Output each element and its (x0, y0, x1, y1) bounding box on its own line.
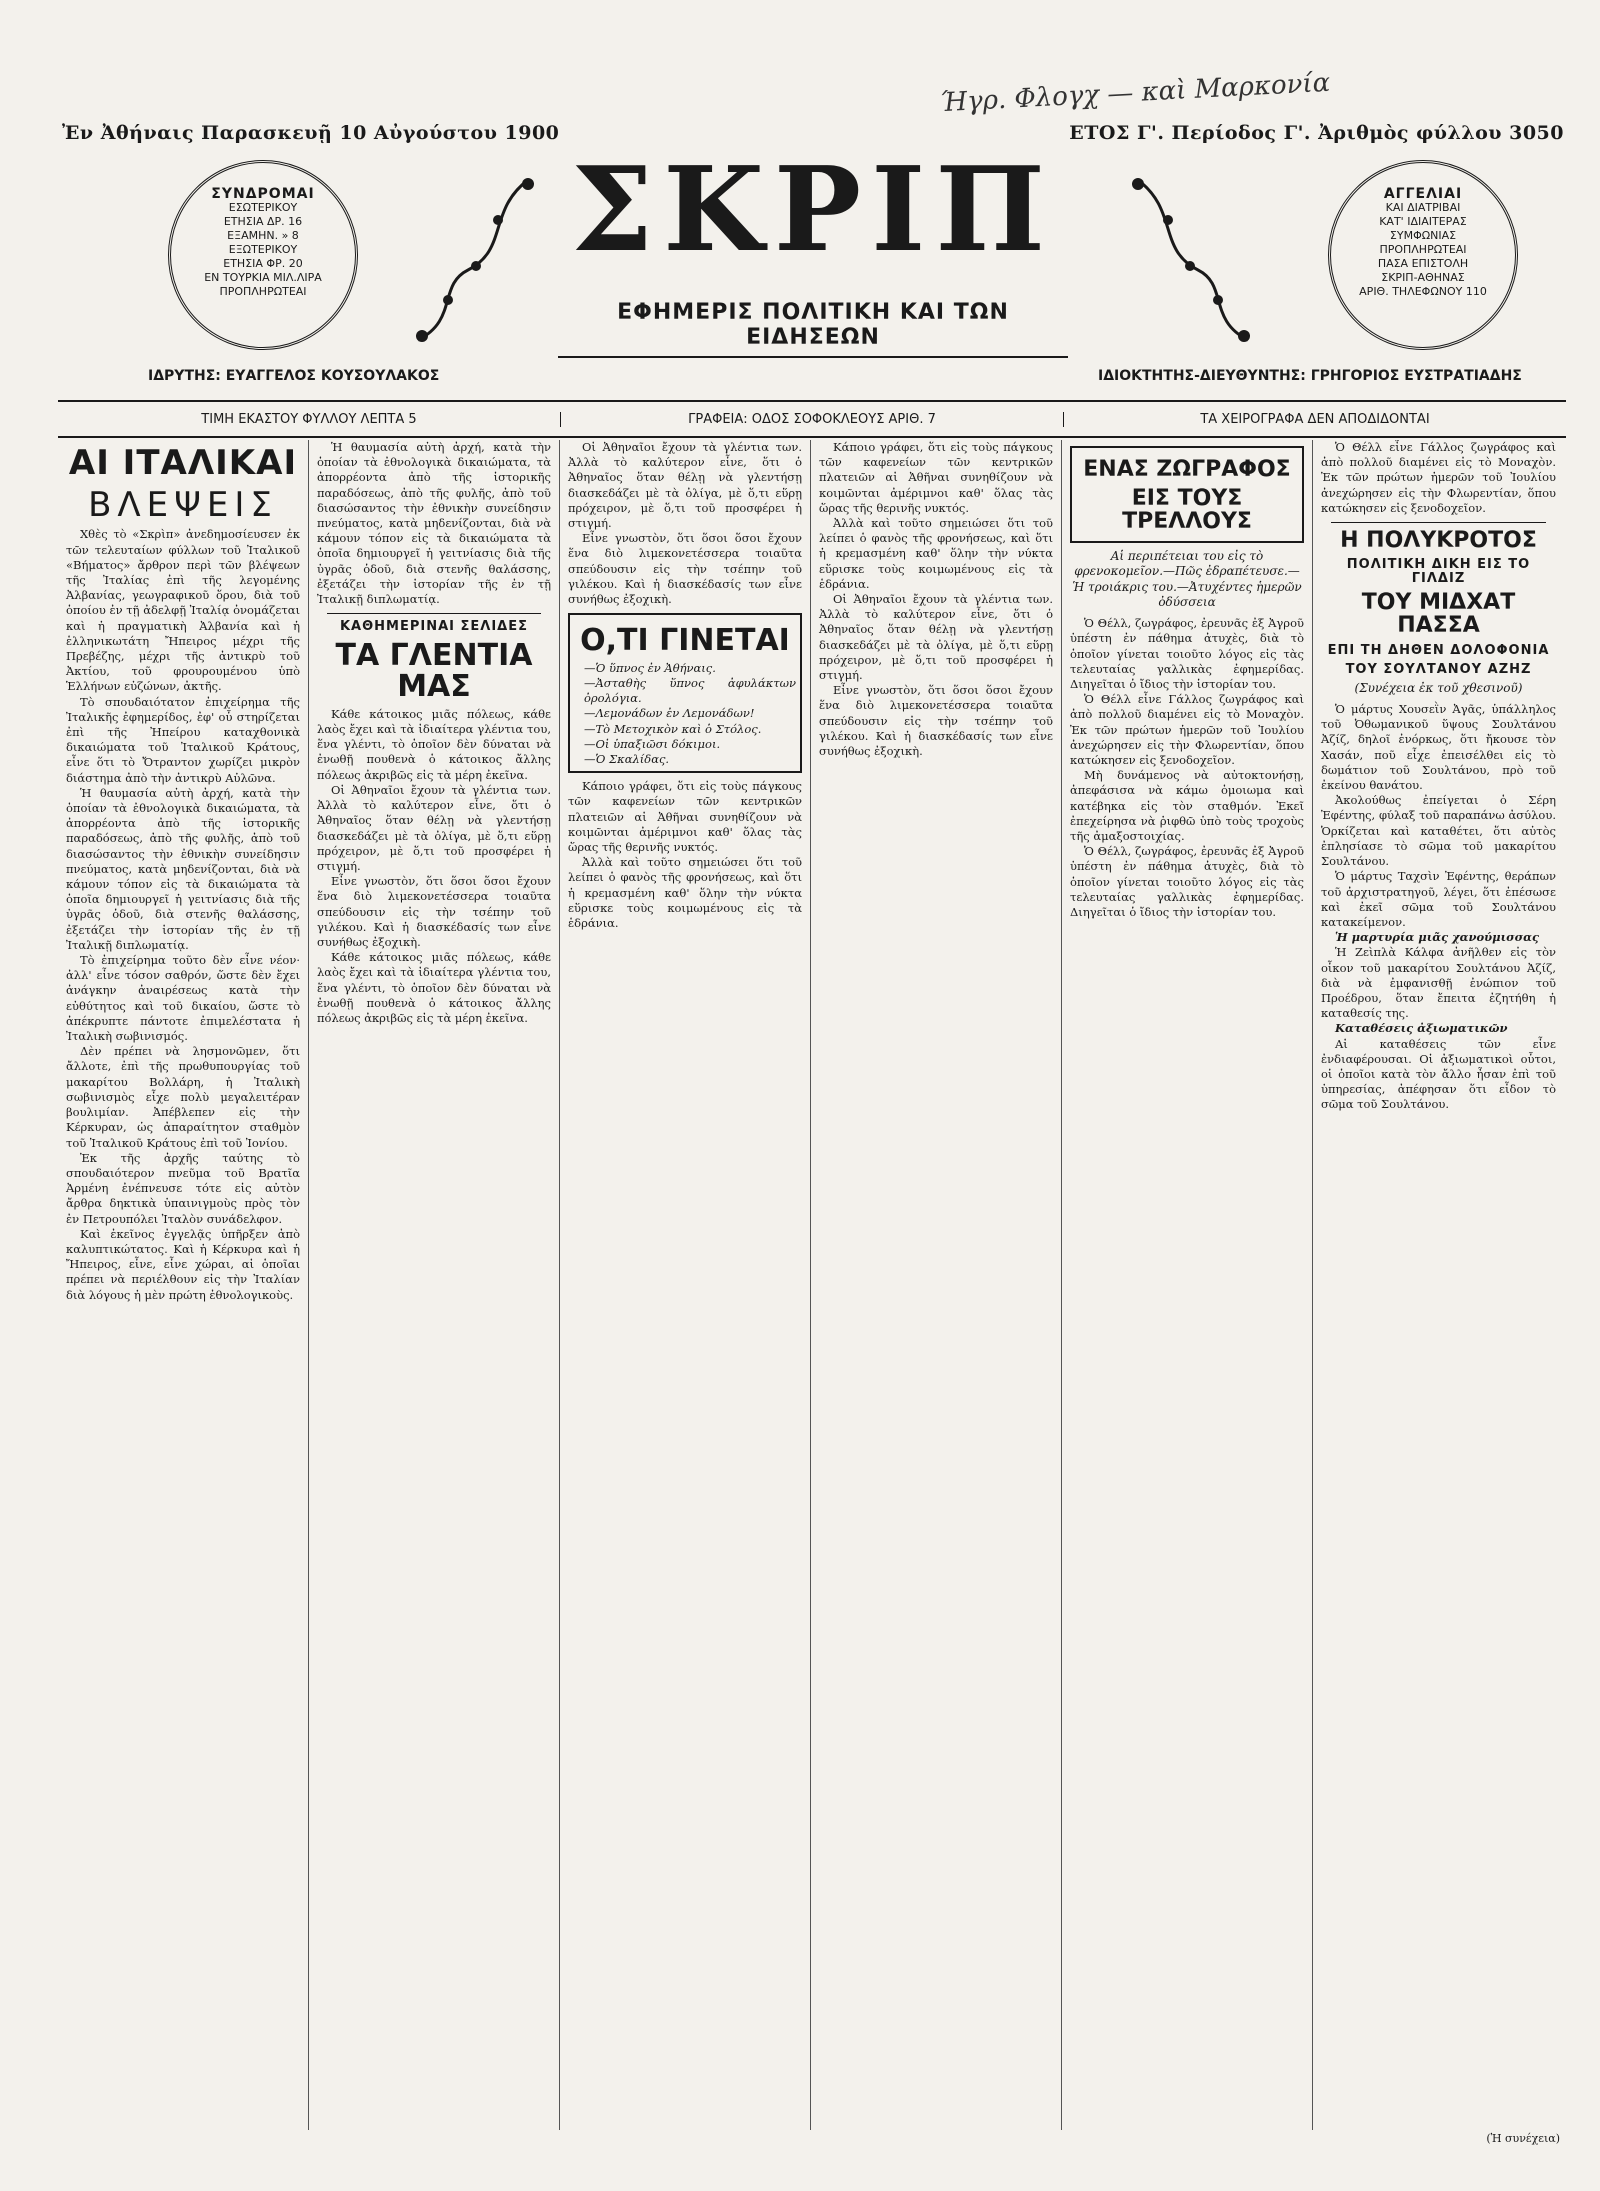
column-4 (811, 440, 1062, 2130)
ti-ginetai-headline: Ο,ΤΙ ΓΙΝΕΤΑΙ (580, 623, 790, 659)
painter-paragraph: Μὴ δυνάμενος νὰ αὐτοκτονήσῃ, ἀπεφάσισα νὰ κάμω ὁμοιωμα καὶ κατέβηκα εἰς τὸν σταθμόν. Ἐκεῖ ἐπεχείρησα νὰ ῥιφθῶ ὑπὸ τοὺς τροχοὺς τῆς ἀμαξοστοιχίας. (1070, 768, 1304, 843)
italian-paragraph: Δὲν πρέπει νὰ λησμονῶμεν, ὅτι ἄλλοτε, ἐπὶ τῆς πρωθυπουργίας τοῦ μακαρίτου Βολλάρη, ἡ Ἰταλικὴ σωβινισμὸς εἶχε πολὺ μεγαλειτέραν βουλιμίαν. Ἀπέβλεπεν εἰς τὴν Κέρκυραν, ὡς ἀπαραίτητον σταθμὸν τοῦ Ἰταλικοῦ Κράτους ἐπὶ τοῦ Ἰονίου. (66, 1044, 300, 1150)
seal-left-line: ΕΤΗΣΙΑ ΦΡ. 20 (223, 257, 303, 270)
dateline-right: ΕΤΟΣ Γ'. Περίοδος Γ'. Ἀριθμὸς φύλλου 3050 (1069, 122, 1564, 144)
italian-paragraph: Ἐκ τῆς ἀρχῆς ταύτης τὸ σπουδαιότερον πνεῦμα τοῦ Βρατῖα Ἀρμένη ἐνέπνευσε τότε εἰς αὐτὸν ἄρθρα δηκτικὰ ὑπαινιγμοὺς πρὸς τὸν ἐν Πετρουπόλει Ἰταλὸν συνάδελφον. (66, 1150, 300, 1226)
seal-left-line: ΕΞΑΜΗΝ. » 8 (227, 229, 299, 242)
owner-line: ΙΔΙΟΚΤΗΤΗΣ-ΔΙΕΥΘΥΝΤΗΣ: ΓΡΗΓΟΡΙΟΣ ΕΥΣΤΡΑΤΙΑΔΗΣ (1098, 368, 1522, 384)
column-1 (58, 440, 309, 2130)
glentia-paragraph: Εἶνε γνωστὸν, ὅτι ὅσοι ὅσοι ἔχουν ἕνα διὸ λιμεκονετέσσερα τοιαῦτα σπεύδουσιν εἰς τὴν τσέπην τοῦ γιλέκου. Καὶ ἡ διασκέδασίς των εἶνε συνήθως ἐξοχικὴ. (317, 874, 551, 949)
seal-left-line: ΕΝ ΤΟΥΡΚΙΑ ΜΙΛ.ΛΙΡΑ (204, 271, 322, 284)
subscription-seal (168, 160, 358, 350)
polykrotos-headline-5: ΤΟΥ ΣΟΥΛΤΑΝΟΥ ΑΖΗΖ (1345, 662, 1532, 678)
painter-paragraph: Ὁ Θέλλ, ζωγράφος, ἐρευνᾶς ἐξ Ἀγροῦ ὑπέστη ἐν πάθημα ἀτυχὲς, διὰ τὸ ὁποῖον γίνεται τοιοῦτο λόγος εἰς τὰς τελευταίας γαλλικὰς ἐφημερίδας. Διηγεῖται ὁ ἴδιος τὴν ἱστορίαν του. (1070, 616, 1304, 691)
italian-paragraph: Καὶ ἐκεῖνος ἐγγελᾷς ὑπῆρξεν ἀπὸ καλυπτικώτατος. Καὶ ἡ Κέρκυρα καὶ ἡ Ἤπειρος, εἶνε, εἶνε χώραι, αἱ ὁποῖαι πρέπει νὰ περιέλθουν εἰς τὴν Ἰταλίαν διὰ λόγους ἡ μὲν πρώτη ἐθνολογικοὺς. (66, 1226, 300, 1302)
ti-ginetai-box (568, 613, 802, 773)
vine-ornament-right (1118, 170, 1288, 350)
seal-right-line: ΠΡΟΠΛΗΡΩΤΕΑΙ (1379, 243, 1467, 256)
ti-ginetai-paragraph: Κάποιο γράφει, ὅτι εἰς τοὺς πάγκους τῶν καφενείων τῶν κεντρικῶν πλατειῶν αἱ Ἀθῆναι συνηθίζουν νὰ κοιμῶνται ἀμέριμνοι καθ' ὅλας τὰς ὥρας τῆς θερινῆς νυκτός. (568, 779, 802, 854)
founder-line: ΙΔΡΥΤΗΣ: ΕΥΑΓΓΕΛΟΣ ΚΟΥΣΟΥΛΑΚΟΣ (148, 368, 440, 384)
italian-paragraph: Χθὲς τὸ «Σκρὶπ» ἀνεδημοσίευσεν ἐκ τῶν τελευταίων φύλλων τοῦ Ἰταλικοῦ «Βήματος» ἄρθρον περὶ τῶν βλέψεων τῆς Ἰταλίας ἐπὶ τῆς λεγομένης Ἀλβανίας, γεωγραφικοῦ ὅρου, διὰ τοῦ ὁποίου ἐν τῇ ἀδελφῇ Ἰταλίᾳ ὀνομάζεται καὶ ἡ πραγματικὴ Ἀλβανία καὶ ἡ ἑλληνικωτάτη Ἤπειρος μέχρι τῆς Πρεβέζης, μέχρι τῆς ἀντικρὺ τοῦ Ἀκτίου, τοῦ φρουρουμένου ὑπὸ Ἑλλήνων εὐζώνων, ἀκτῆς. (66, 527, 300, 694)
seal-left-title: ΣΥΝΔΡΟΜΑΙ (211, 186, 315, 202)
seal-right-line: ΣΚΡΙΠ-ΑΘΗΝΑΣ (1381, 271, 1465, 284)
newspaper-subtitle: ΕΦΗΜΕΡΙΣ ΠΟΛΙΤΙΚΗ ΚΑΙ ΤΩΝ ΕΙΔΗΣΕΩΝ (558, 300, 1068, 358)
painter-subhead: Αἱ περιπέτειαι του εἰς τὸ φρενοκομεῖον.—Πῶς ἐδραπέτευσε.—Ἡ τροιάκρις του.—Ἀτυχέντες ἡμερῶν ὀδύσσεια (1072, 549, 1302, 609)
seal-right-line: ΚΑΙ ΔΙΑΤΡΙΒΑΙ (1385, 201, 1461, 214)
ti-ginetai-item: —Τὸ Μετοχικὸν καὶ ὁ Στόλος. (584, 721, 762, 736)
polykrotos-headline-4: ΕΠΙ ΤΗ ΔΗΘΕΝ ΔΟΛΟΦΟΝΙΑ (1327, 642, 1550, 658)
column-5 (1062, 440, 1313, 2130)
advertising-seal (1328, 160, 1518, 350)
glentia-paragraph: Εἶνε γνωστὸν, ὅτι ὅσοι ὅσοι ἔχουν ἕνα διὸ λιμεκονετέσσερα τοιαῦτα σπεύδουσιν εἰς τὴν τσέπην τοῦ γιλέκου. Καὶ ἡ διασκέδασίς των εἶνε συνήθως ἐξοχικὴ. (568, 531, 802, 607)
ti-ginetai-item: —Ὁ ὕπνος ἐν Ἀθήναις. (584, 660, 716, 675)
italian-paragraph: Ἡ θαυμασία αὐτὴ ἀρχή, κατὰ τὴν ὁποίαν τὰ ἐθνολογικὰ δικαιώματα, τὰ ἀπορρέοντα ἀπὸ τῆς ἱστορικῆς παραδόσεως, ἀπὸ τῆς φυλῆς, ἀπὸ τοῦ διασώσαντος τὴν ἐθνικὴν συνείδησιν πνεύματος, κατὰ μηδενίζονται, διὰ νὰ κάμουν τόπον εἰς τὰ δικαιώματα τὰ ὁποῖα δημιουργεῖ ἡ γειτνίασις διὰ τῆς ὑγρᾶς ὁδοῦ, διὰ στενῆς θαλάσσης, ἐξετάζει τὴν ἱστορίαν τῆς ἐν τῇ Ἰταλικῇ διπλωματίᾳ. (317, 440, 551, 607)
seal-right-title: ΑΓΓΕΛΙΑΙ (1383, 186, 1463, 202)
polykrotos-subsection: Ἡ μαρτυρία μιᾶς χανούμισσας (1335, 930, 1539, 945)
office-info: ΓΡΑΦΕΙΑ: ΟΔΟΣ ΣΟΦΟΚΛΕΟΥΣ ΑΡΙΘ. 7 (560, 412, 1063, 427)
info-bar (58, 400, 1566, 438)
seal-right-line: ΠΑΣΑ ΕΠΙΣΤΟΛΗ (1377, 257, 1469, 270)
glentia-paragraph: Κάθε κάτοικος μιᾶς πόλεως, κάθε λαὸς ἔχει καὶ τὰ ἰδιαίτερα γλέντια του, ἕνα γλέντι, τὸ ὁποῖον δὲν δύναται νὰ ἐνωθῇ πουθενὰ ὁ κάτοικος ἄλλης πόλεως ἀκριβῶς εἰς τὰ μέρη ἐκεῖνα. (317, 950, 551, 1025)
glentia-headline: ΤΑ ΓΛΕΝΤΙΑ ΜΑΣ (335, 637, 533, 705)
price-info: ΤΙΜΗ ΕΚΑΣΤΟΥ ΦΥΛΛΟΥ ΛΕΠΤΑ 5 (201, 411, 417, 427)
polykrotos-headline: Η ΠΟΛΥΚΡΟΤΟΣ (1340, 528, 1537, 554)
seal-left-line: ΕΤΗΣΙΑ ΔΡ. 16 (223, 215, 303, 228)
article-columns (58, 440, 1566, 2130)
italian-headline: ΑΙ ΙΤΑΛΙΚΑΙ (68, 443, 298, 483)
polykrotos-paragraph: Αἱ καταθέσεις τῶν εἶνε ἐνδιαφέρουσαι. Οἱ ἀξιωματικοὶ οὗτοι, οἱ ὁποῖοι κατὰ τὸν ἄλλο ἦσαν ἐπὶ τοῦ ὑπηρεσίας, ἀπέφησαν ὅτι εἶδον τὸ σῶμα τοῦ Σουλτάνου. (1321, 1036, 1556, 1112)
italian-paragraph: Τὸ ἐπιχείρημα τοῦτο δὲν εἶνε νέον· ἀλλ' εἶνε τόσον σαθρόν, ὥστε δὲν ἔχει ἀνάγκην ἀναιρέσεως κατὰ τὴν εὐθύτητος καὶ τοῦ δικαίου, ὥστε τὸ ἀπέκρυπτε πάντοτε ἐπιμελέστατα ἡ Ἰταλικὴ σωβινισμός. (66, 953, 300, 1044)
column-6 (1313, 440, 1564, 2130)
painter-paragraph: Ὁ Θέλλ εἶνε Γάλλος ζωγράφος καὶ ἀπὸ πολλοῦ διαμένει εἰς τὸ Μοναχὸν. Ἐκ τῶν πρώτων ἡμερῶν τοῦ Ἰουλίου ἀνεχώρησεν εἰς τὴν Φλωρεντίαν, ὅπου κατώκησεν εἰς ξενοδοχεῖον. (1070, 692, 1304, 767)
painter-headline: ΕΝΑΣ ΖΩΓΡΑΦΟΣ (1083, 457, 1291, 482)
ti-ginetai-item: —Οἱ ὑπαξιῶσι δόκιμοι. (584, 736, 721, 751)
handwritten-note: Ήγρ. Φλογχ — καὶ Μαρκονία (939, 67, 1331, 119)
seal-left-line: ΠΡΟΠΛΗΡΩΤΕΑΙ (219, 285, 307, 298)
polykrotos-subhead: (Συνέχεια ἐκ τοῦ χθεσινοῦ) (1354, 680, 1523, 695)
ti-ginetai-item: —Λεμονάδων ἐν Λεμονάδων! (584, 706, 755, 721)
polykrotos-paragraph: Ὁ μάρτυς Ταχσὶν Ἐφέντης, θεράπων τοῦ ἀρχιστρατηγοῦ, λέγει, ὅτι ἐπέσωσε καὶ ἐκεῖ σῶμα τοῦ Σουλτάνου κατακείμενον. (1321, 869, 1556, 929)
polykrotos-subsection: Καταθέσεις ἀξιωματικῶν (1335, 1021, 1508, 1036)
divider (1331, 522, 1546, 523)
polykrotos-paragraph: Ἀκολούθως ἐπείγεται ὁ Σέρη Ἐφέντης, φύλαξ τοῦ παραπάνω ἀσύλου. Ὁρκίζεται καὶ καταθέτει, ὅτι αὐτὸς ἐπλησίασε τὸ σῶμα τοῦ μακαρίτου Σουλτάνου. (1321, 793, 1556, 869)
italian-headline-2: ΒΛΕΨΕΙΣ (88, 484, 278, 525)
column-2 (309, 440, 560, 2130)
glentia-paragraph: Εἶνε γνωστὸν, ὅτι ὅσοι ὅσοι ἔχουν ἕνα διὸ λιμεκονετέσσερα τοιαῦτα σπεύδουσιν εἰς τὴν τσέπην τοῦ γιλέκου. Καὶ ἡ διασκέδασίς των εἶνε συνήθως ἐξοχικὴ. (819, 683, 1053, 759)
polykrotos-paragraph: Ἡ Ζεὶπλὰ Κάλφα ἀνῆλθεν εἰς τὸν οἶκον τοῦ μακαρίτου Σουλτάνου Ἀζίζ, διὰ νὰ ἐμφανισθῇ ἐνώπιον τοῦ Προέδρου, ὅταν ἔπειτα ἐζητήθη ἡ καταθεσίς της. (1321, 945, 1556, 1021)
ti-ginetai-item: —Ὁ Σκαλίδας. (584, 751, 670, 766)
painter-paragraph: Ὁ Θέλλ, ζωγράφος, ἐρευνᾶς ἐξ Ἀγροῦ ὑπέστη ἐν πάθημα ἀτυχὲς, διὰ τὸ ὁποῖον γίνεται τοιοῦτο λόγος εἰς τὰς τελευταίας γαλλικὰς ἐφημερίδας. Διηγεῖται ὁ ἴδιος τὴν ἱστορίαν του. (1070, 844, 1304, 919)
column-3 (560, 440, 811, 2130)
newspaper-title: ΣΚΡΙΠ (571, 142, 1055, 278)
italian-paragraph: Τὸ σπουδαιότατον ἐπιχείρημα τῆς Ἰταλικῆς ἐφημερίδος, ἐφ' οὗ στηρίζεται ἐπὶ τῆς Ἠπείρου καταχθονικὰ δικαιώματα τοῦ Ἰταλικοῦ Κράτους, εἶνε ὅτι τὸ Ὄτραντον χωρίζει μικρὸν διάστημα ἀπὸ τὴν ἀντικρὺ Αὐλῶνα. (66, 694, 300, 785)
ti-ginetai-paragraph: Κάποιο γράφει, ὅτι εἰς τοὺς πάγκους τῶν καφενείων τῶν κεντρικῶν πλατειῶν αἱ Ἀθῆναι συνηθίζουν νὰ κοιμῶνται ἀμέριμνοι καθ' ὅλας τὰς ὥρας τῆς θερινῆς νυκτός. (819, 440, 1053, 515)
seal-right-line: ΣΥΜΦΩΝΙΑΣ (1389, 229, 1457, 242)
glentia-section: ΚΑΘΗΜΕΡΙΝΑΙ ΣΕΛΙΔΕΣ (339, 619, 529, 635)
seal-left-line: ΕΞΩΤΕΡΙΚΟΥ (228, 243, 298, 256)
polykrotos-headline-2: ΠΟΛΙΤΙΚΗ ΔΙΚΗ ΕΙΣ ΤΟ ΓΙΛΔΙΖ (1346, 557, 1531, 586)
ti-ginetai-paragraph: Ἀλλὰ καὶ τοῦτο σημειώσει ὅτι τοῦ λείπει ὁ φανὸς τῆς φρονήσεως, καὶ ὅτι ἡ κρεμασμένη καθ' ὅλην τὴν νύκτα εὕρισκε τοὺς κοιμωμένους εἰς τὰ ἑδράνια. (568, 855, 802, 930)
manuscripts-info: ΤΑ ΧΕΙΡΟΓΡΑΦΑ ΔΕΝ ΑΠΟΔΙΔΟΝΤΑΙ (1063, 412, 1566, 427)
italian-paragraph: Ἡ θαυμασία αὐτὴ ἀρχή, κατὰ τὴν ὁποίαν τὰ ἐθνολογικὰ δικαιώματα, τὰ ἀπορρέοντα ἀπὸ τῆς ἱστορικῆς παραδόσεως, ἀπὸ τῆς φυλῆς, ἀπὸ τοῦ διασώσαντος τὴν ἐθνικὴν συνείδησιν πνεύματος, κατὰ μηδενίζονται, διὰ νὰ κάμουν τόπον εἰς τὰ δικαιώματα τὰ ὁποῖα δημιουργεῖ ἡ γειτνίασις διὰ τῆς ὑγρᾶς ὁδοῦ, διὰ στενῆς θαλάσσης, ἐξετάζει τὴν ἱστορίαν τῆς ἐν τῇ Ἰταλικῇ διπλωματίᾳ. (66, 785, 300, 952)
glentia-paragraph: Οἱ Ἀθηναῖοι ἔχουν τὰ γλέντια των. Ἀλλὰ τὸ καλύτερον εἶνε, ὅτι ὁ Ἀθηναῖος ὅταν θέλῃ νὰ γλεντήσῃ διασκεδάζει μὲ τὰ ὀλίγα, μὲ ὅ,τι εὕρῃ πρόχειρον, μὲ ὅ,τι τοῦ προσφέρει ἡ στιγμή. (819, 592, 1053, 683)
ti-ginetai-item: —Ἀσταθὴς ὕπνος ἀφυλάκτων ὀρολόγια. (584, 675, 796, 706)
glentia-paragraph: Οἱ Ἀθηναῖοι ἔχουν τὰ γλέντια των. Ἀλλὰ τὸ καλύτερον εἶνε, ὅτι ὁ Ἀθηναῖος ὅταν θέλῃ νὰ γλεντήσῃ διασκεδάζει μὲ τὰ ὀλίγα, μὲ ὅ,τι εὕρῃ πρόχειρον, μὲ ὅ,τι τοῦ προσφέρει ἡ στιγμή. (568, 440, 802, 531)
painter-box (1070, 446, 1304, 543)
painter-paragraph: Ὁ Θέλλ εἶνε Γάλλος ζωγράφος καὶ ἀπὸ πολλοῦ διαμένει εἰς τὸ Μοναχὸν. Ἐκ τῶν πρώτων ἡμερῶν τοῦ Ἰουλίου ἀνεχώρησεν εἰς τὴν Φλωρεντίαν, ὅπου κατώκησεν εἰς ξενοδοχεῖον. (1321, 440, 1556, 515)
divider (327, 613, 541, 614)
masthead (58, 142, 1566, 400)
seal-right-line: ΚΑΤ' ΙΔΙΑΙΤΕΡΑΣ (1379, 215, 1467, 228)
seal-left-line: ΕΣΩΤΕΡΙΚΟΥ (228, 201, 298, 214)
glentia-paragraph: Κάθε κάτοικος μιᾶς πόλεως, κάθε λαὸς ἔχει καὶ τὰ ἰδιαίτερα γλέντια του, ἕνα γλέντι, τὸ ὁποῖον δὲν δύναται νὰ ἐνωθῇ πουθενὰ ὁ κάτοικος ἄλλης πόλεως ἀκριβῶς εἰς τὰ μέρη ἐκεῖνα. (317, 706, 551, 782)
glentia-paragraph: Οἱ Ἀθηναῖοι ἔχουν τὰ γλέντια των. Ἀλλὰ τὸ καλύτερον εἶνε, ὅτι ὁ Ἀθηναῖος ὅταν θέλῃ νὰ γλεντήσῃ διασκεδάζει μὲ τὰ ὀλίγα, μὲ ὅ,τι εὕρῃ πρόχειρον, μὲ ὅ,τι τοῦ προσφέρει ἡ στιγμή. (317, 782, 551, 873)
continuation-note: (Ἡ συνέχεια) (1486, 2132, 1560, 2145)
dateline-left: Ἐν Ἀθήναις Παρασκευῇ 10 Αὐγούστου 1900 (62, 122, 560, 144)
ti-ginetai-paragraph: Ἀλλὰ καὶ τοῦτο σημειώσει ὅτι τοῦ λείπει ὁ φανὸς τῆς φρονήσεως, καὶ ὅτι ἡ κρεμασμένη καθ' ὅλην τὴν νύκτα εὕρισκε τοὺς κοιμωμένους εἰς τὰ ἑδράνια. (819, 516, 1053, 591)
polykrotos-paragraph: Ὁ μάρτυς Χουσεῒν Ἀγᾶς, ὑπάλληλος τοῦ Ὀθωμανικοῦ ὕψους Σουλτάνου Ἀζίζ, δηλοῖ ἐνόρκως, ὅτι ἤκουσε τὸν Χασάν, ποῦ εἶχε ἐπεισέλθει εἰς τὸ δωμάτιον τοῦ Σουλτάνου, πρὸ τοῦ ἐκείνου θανάτου. (1321, 702, 1556, 793)
painter-headline-2: ΕΙΣ ΤΟΥΣ ΤΡΕΛΛΟΥΣ (1122, 486, 1252, 535)
polykrotos-headline-3: ΤΟΥ ΜΙΔΧΑΤ ΠΑΣΣΑ (1361, 590, 1516, 639)
vine-ornament-left (378, 170, 548, 350)
seal-right-line: ΑΡΙΘ. ΤΗΛΕΦΩΝΟΥ 110 (1359, 285, 1487, 298)
title-box (558, 142, 1068, 278)
